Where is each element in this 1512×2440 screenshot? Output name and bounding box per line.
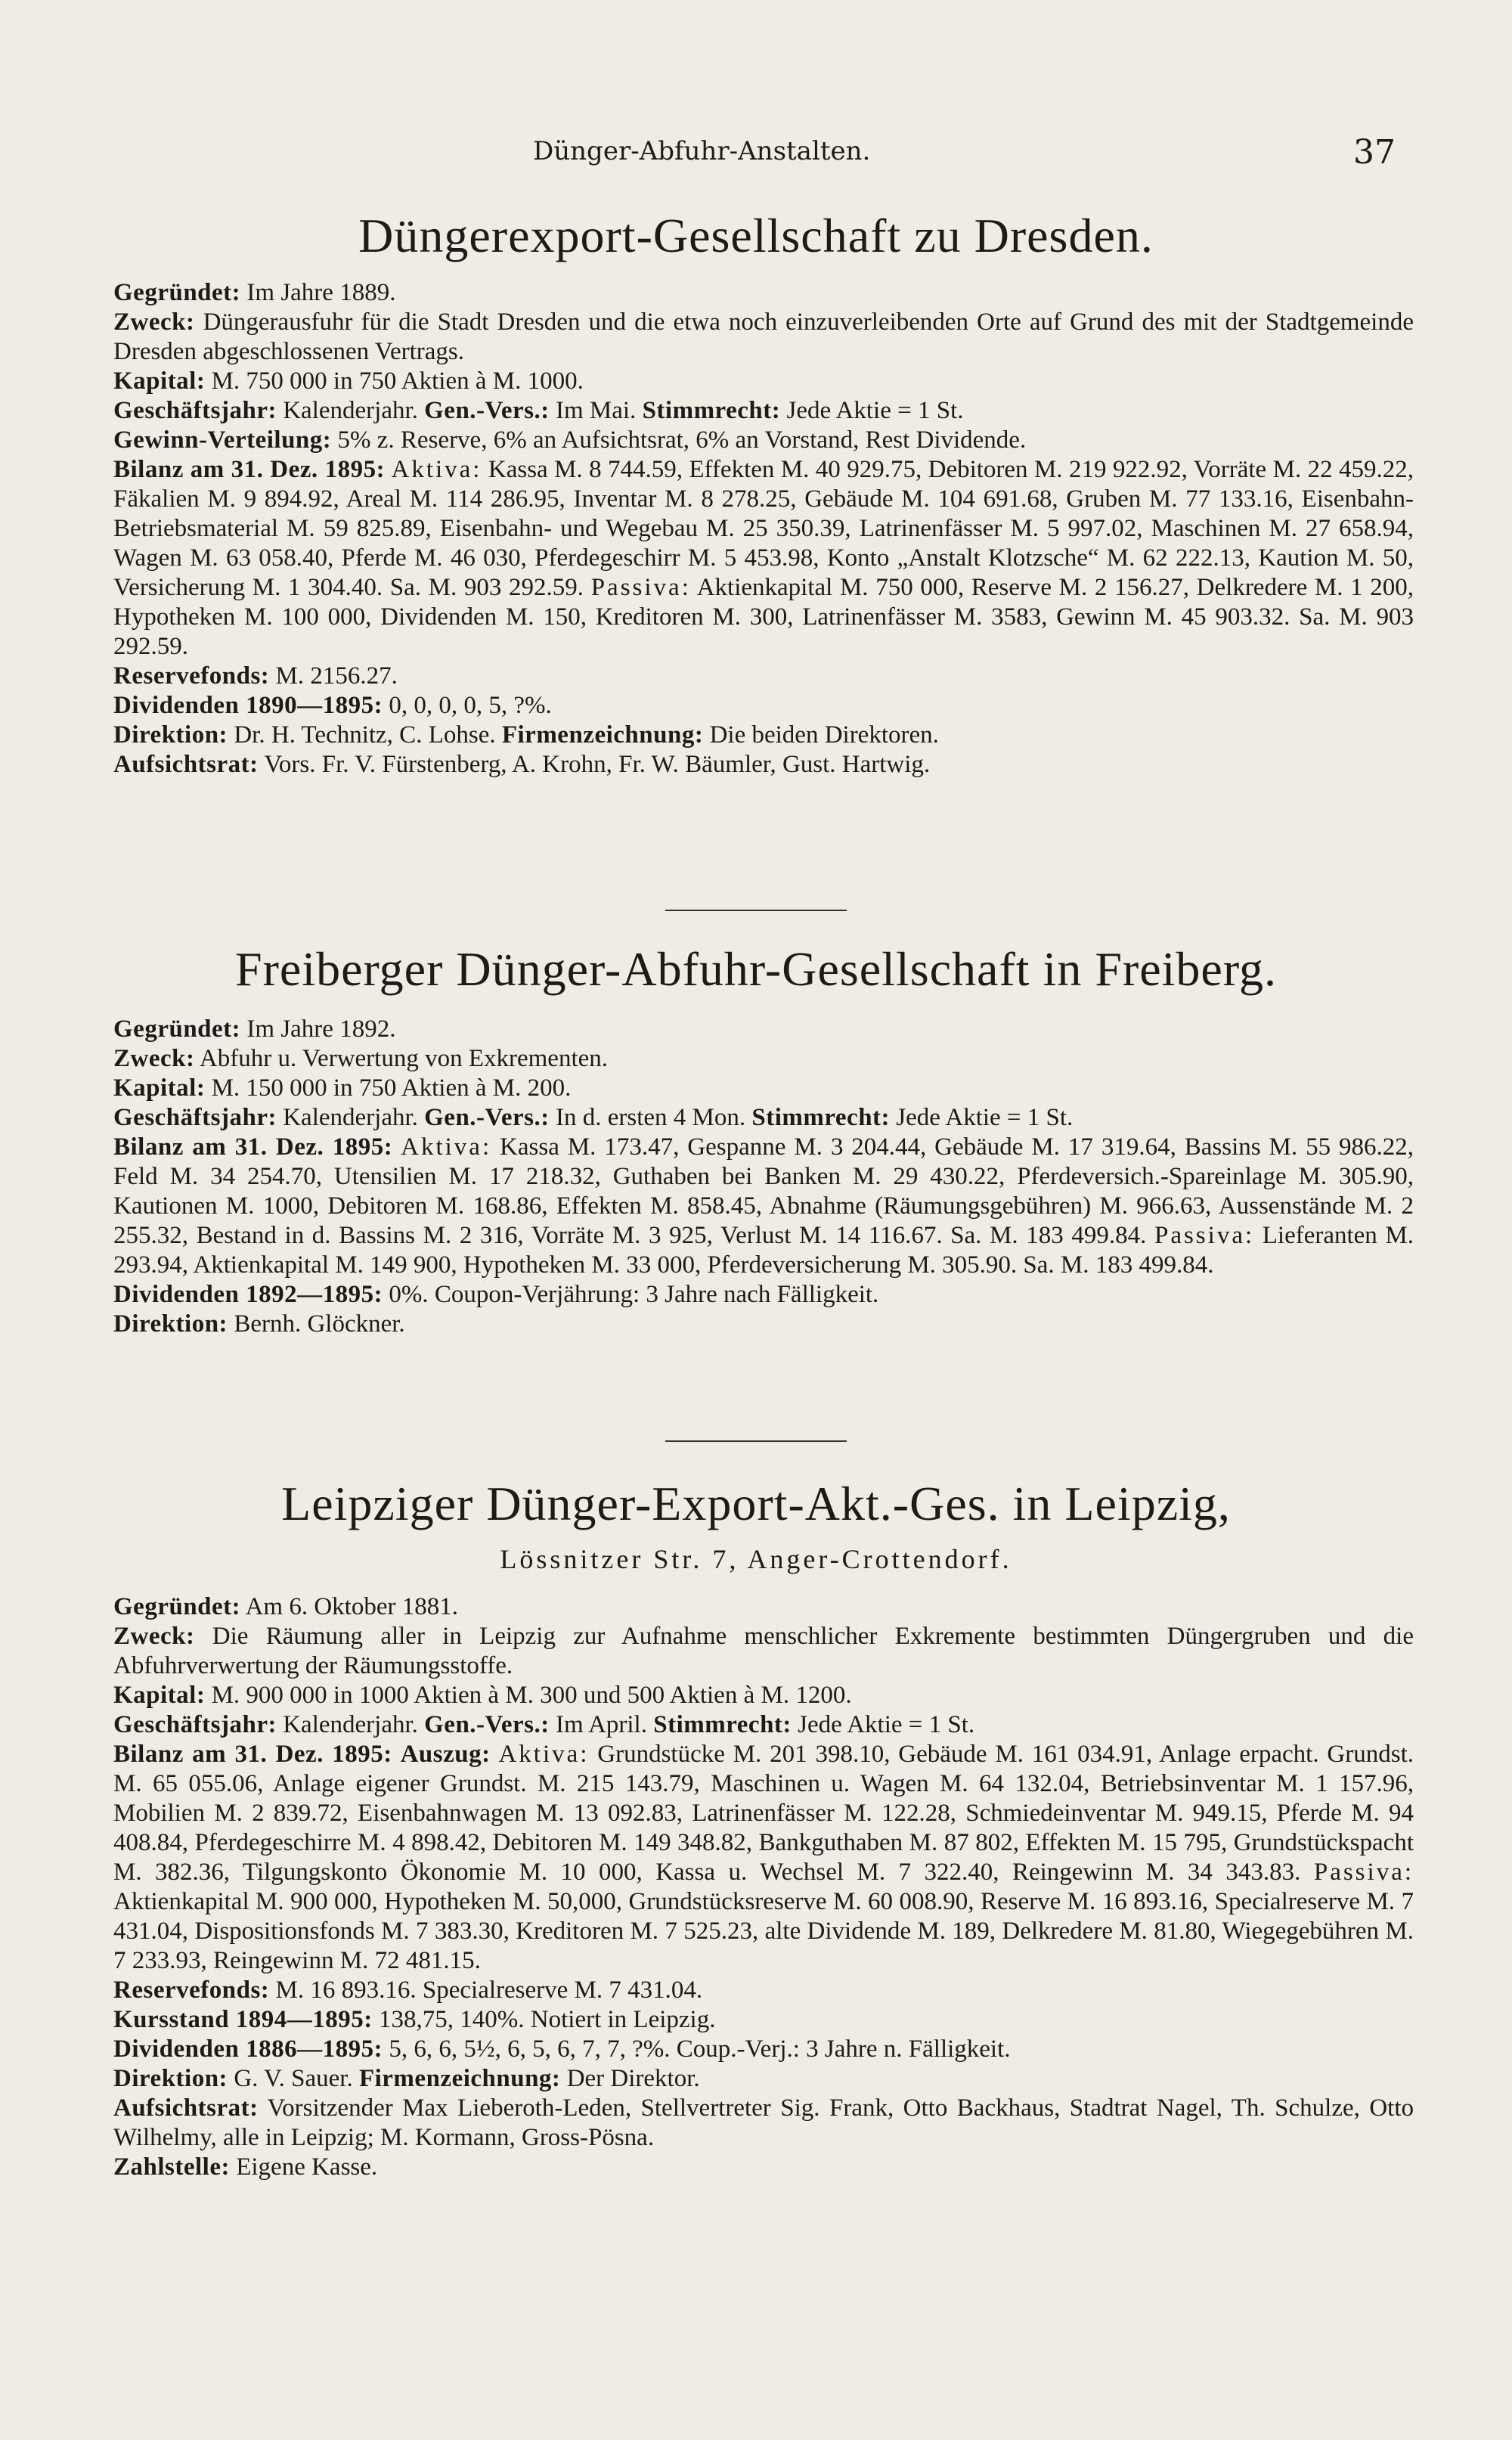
entry-fiscal-year <box>113 396 1414 426</box>
value-reserve-fund: M. 2156.27. <box>275 662 398 690</box>
label-liabilities: Passiva: <box>1154 1222 1255 1249</box>
page-header <box>0 133 1512 186</box>
entry-dividends <box>113 691 1414 721</box>
value-fiscal-year: Kalenderjahr. <box>283 1711 418 1738</box>
entry-capital <box>113 1681 1414 1710</box>
label-dividends: Dividenden 1890—1895: <box>113 692 383 719</box>
value-purpose: Abfuhr u. Verwertung von Exkrementen. <box>199 1045 609 1072</box>
entry-founded <box>113 278 1414 308</box>
entry-purpose <box>113 1044 1414 1074</box>
label-general-meeting: Gen.-Vers.: <box>424 397 550 424</box>
entry-purpose <box>113 1622 1414 1681</box>
running-title: Dünger-Abfuhr-Anstalten. <box>533 136 871 166</box>
label-excerpt: Auszug: <box>400 1741 491 1768</box>
value-voting-right: Jede Aktie = 1 St. <box>896 1104 1074 1131</box>
value-assets: Kassa M. 8 744.59, Effekten M. 40 929.75, Debitoren M. 219 922.92, Vorräte M. 22 459.22, Fäkalien M. 9 894.92, Areal M. 114 286.95, Inventar M. 8 278.25, Gebäude M. 104 691.68, Gruben M. 77 133.16, Eisenbahn-Betriebsmaterial M. 59 825.89, Eisenbahn- und Wegebau M. 25 350.39, Latrinenfässer M. 5 997.02, Maschinen M. 27 658.94, Wagen M. 63 058.40, Pferde M. 46 030, Pferdegeschirr M. 5 453.98, Konto „Anstalt Klotzsche“ M. 62 222.13, Kaution M. 50, Versicherung M. 1 304.40. Sa. M. 903 292.59. <box>113 456 1414 601</box>
label-fiscal-year: Geschäftsjahr: <box>113 1711 277 1738</box>
label-purpose: Zweck: <box>113 1045 195 1072</box>
label-management: Direktion: <box>113 1310 228 1338</box>
label-voting-right: Stimmrecht: <box>751 1104 891 1131</box>
value-profit-distribution: 5% z. Reserve, 6% an Aufsichtsrat, 6% an Vorstand, Rest Dividende. <box>337 426 1027 454</box>
label-assets: Aktiva: <box>498 1741 590 1768</box>
label-voting-right: Stimmrecht: <box>653 1711 792 1738</box>
value-share-price: 138,75, 140%. Notiert in Leipzig. <box>379 2006 716 2033</box>
label-share-price: Kursstand 1894—1895: <box>113 2006 373 2033</box>
label-balance: Bilanz am 31. Dez. 1895: <box>113 1133 393 1161</box>
value-purpose: Die Räumung aller in Leipzig zur Aufnahme menschlicher Exkremente bestimmten Düngergruben und die Abfuhrverwertung der Räumungsstoffe. <box>113 1623 1414 1679</box>
section-body-dresden <box>113 278 1414 780</box>
value-general-meeting: In d. ersten 4 Mon. <box>555 1104 746 1131</box>
value-paying-agent: Eigene Kasse. <box>236 2153 378 2181</box>
value-fiscal-year: Kalenderjahr. <box>283 397 418 424</box>
label-management: Direktion: <box>113 721 228 749</box>
label-liabilities: Passiva: <box>590 574 691 601</box>
value-voting-right: Jede Aktie = 1 St. <box>786 397 964 424</box>
label-general-meeting: Gen.-Vers.: <box>424 1711 550 1738</box>
entry-dividends <box>113 2035 1414 2064</box>
value-fiscal-year: Kalenderjahr. <box>283 1104 418 1131</box>
value-supervisory-board: Vorsitzender Max Lieberoth-Leden, Stellvertreter Sig. Frank, Otto Backhaus, Stadtrat Nagel, Th. Schulze, Otto Wilhelmy, alle in Leipzig; M. Kormann, Gross-Pösna. <box>113 2094 1414 2151</box>
entry-management <box>113 721 1414 750</box>
entry-balance <box>113 455 1414 662</box>
value-supervisory-board: Vors. Fr. V. Fürstenberg, A. Krohn, Fr. W. Bäumler, Gust. Hartwig. <box>264 751 931 778</box>
value-voting-right: Jede Aktie = 1 St. <box>798 1711 975 1738</box>
section-divider <box>665 910 847 911</box>
label-assets: Aktiva: <box>401 1133 492 1161</box>
value-management: Bernh. Glöckner. <box>234 1310 405 1338</box>
value-assets: Kassa M. 173.47, Gespanne M. 3 204.44, Gebäude M. 17 319.64, Bassins M. 55 986.22, Feld M. 34 254.70, Utensilien M. 17 218.32, Guthaben bei Banken M. 29 430.22, Pferdeversich.-Spareinlage M. 305.90, Kautionen M. 1000, Debitoren M. 168.86, Effekten M. 858.45, Abnahme (Räumungsgebühren) M. 966.63, Aussenstände M. 2 255.32, Bestand in d. Bassins M. 2 316, Vorräte M. 3 925, Verlust M. 14 116.67. Sa. M. 183 499.84. <box>113 1133 1414 1249</box>
section-title-freiberg: Freiberger Dünger-Abfuhr-Gesellschaft in Freiberg. <box>235 942 1277 996</box>
entry-paying-agent <box>113 2153 1414 2182</box>
label-liabilities: Passiva: <box>1313 1859 1414 1886</box>
section-divider <box>665 1440 847 1442</box>
value-dividends: 5, 6, 6, 5½, 6, 5, 6, 7, 7, ?%. Coup.-Verj.: 3 Jahre n. Fälligkeit. <box>389 2035 1011 2063</box>
entry-reserve-fund <box>113 662 1414 691</box>
label-founded: Gegründet: <box>113 1593 241 1620</box>
entry-management <box>113 2064 1414 2094</box>
value-management: Dr. H. Technitz, C. Lohse. <box>234 721 496 749</box>
entry-founded <box>113 1015 1414 1044</box>
label-balance: Bilanz am 31. Dez. 1895: <box>113 456 386 483</box>
value-signature: Die beiden Direktoren. <box>709 721 939 749</box>
value-capital: M. 150 000 in 750 Aktien à M. 200. <box>211 1074 572 1102</box>
value-management: G. V. Sauer. <box>234 2065 353 2092</box>
label-capital: Kapital: <box>113 1074 206 1102</box>
label-signature: Firmenzeichnung: <box>501 721 704 749</box>
label-paying-agent: Zahlstelle: <box>113 2153 230 2181</box>
entry-supervisory-board <box>113 2094 1414 2153</box>
entry-share-price <box>113 2005 1414 2035</box>
value-capital: M. 750 000 in 750 Aktien à M. 1000. <box>211 367 584 395</box>
label-voting-right: Stimmrecht: <box>642 397 781 424</box>
label-founded: Gegründet: <box>113 1015 241 1043</box>
label-fiscal-year: Geschäftsjahr: <box>113 1104 277 1131</box>
value-liabilities: Aktienkapital M. 750 000, Reserve M. 2 156.27, Delkredere M. 1 200, Hypotheken M. 100 000, Dividenden M. 150, Kreditoren M. 300, Latrinenfässer M. 3583, Gewinn M. 45 903.32. Sa. M. 903 292.59. <box>113 574 1414 660</box>
entry-balance <box>113 1133 1414 1280</box>
label-general-meeting: Gen.-Vers.: <box>424 1104 550 1131</box>
label-profit-distribution: Gewinn-Verteilung: <box>113 426 332 454</box>
entry-founded <box>113 1592 1414 1622</box>
entry-supervisory-board <box>113 750 1414 780</box>
label-dividends: Dividenden 1886—1895: <box>113 2035 383 2063</box>
label-fiscal-year: Geschäftsjahr: <box>113 397 277 424</box>
entry-management <box>113 1310 1414 1339</box>
entry-balance <box>113 1740 1414 1976</box>
value-purpose: Düngerausfuhr für die Stadt Dresden und die etwa noch einzuverleibenden Orte auf Grund des mit der Stadtgemeinde Dresden abgeschlossenen Vertrags. <box>113 308 1414 365</box>
entry-fiscal-year <box>113 1710 1414 1740</box>
entry-dividends <box>113 1280 1414 1310</box>
label-founded: Gegründet: <box>113 279 241 306</box>
section-body-freiberg <box>113 1015 1414 1339</box>
label-capital: Kapital: <box>113 1682 206 1709</box>
entry-capital <box>113 367 1414 396</box>
entry-reserve-fund <box>113 1976 1414 2005</box>
entry-purpose <box>113 308 1414 367</box>
label-assets: Aktiva: <box>391 456 482 483</box>
value-liabilities: Lieferanten M. 293.94, Aktienkapital M. 149 900, Hypotheken M. 33 000, Pferdeversicherung M. 305.90. Sa. M. 183 499.84. <box>113 1222 1414 1279</box>
section-body-leipzig <box>113 1592 1414 2182</box>
value-dividends: 0%. Coupon-Verjährung: 3 Jahre nach Fälligkeit. <box>389 1281 879 1308</box>
label-reserve-fund: Reservefonds: <box>113 1976 270 2004</box>
value-general-meeting: Im Mai. <box>555 397 637 424</box>
label-balance: Bilanz am 31. Dez. 1895: <box>113 1741 392 1768</box>
value-reserve-fund: M. 16 893.16. Specialreserve M. 7 431.04. <box>275 1976 703 2004</box>
section-title-leipzig: Leipziger Dünger-Export-Akt.-Ges. in Leipzig, <box>281 1477 1231 1530</box>
value-founded: Im Jahre 1892. <box>246 1015 396 1043</box>
value-capital: M. 900 000 in 1000 Aktien à M. 300 und 500 Aktien à M. 1200. <box>211 1682 852 1709</box>
value-founded: Im Jahre 1889. <box>246 279 396 306</box>
label-purpose: Zweck: <box>113 308 195 336</box>
label-purpose: Zweck: <box>113 1623 195 1650</box>
entry-fiscal-year <box>113 1103 1414 1133</box>
value-founded: Am 6. Oktober 1881. <box>245 1593 458 1620</box>
value-liabilities: Aktienkapital M. 900 000, Hypotheken M. 50,000, Grundstücksreserve M. 60 008.90, Reserve M. 16 893.16, Specialreserve M. 7 431.04, Dispositionsfonds M. 7 383.30, Kreditoren M. 7 525.23, alte Dividende M. 189, Delkredere M. 81.80, Wiegegebühren M. 7 233.93, Reingewinn M. 72 481.15. <box>113 1888 1414 1974</box>
value-general-meeting: Im April. <box>555 1711 647 1738</box>
label-supervisory-board: Aufsichtsrat: <box>113 2094 259 2122</box>
value-assets: Grundstücke M. 201 398.10, Gebäude M. 161 034.91, Anlage erpacht. Grundst. M. 65 055.06, Anlage eigener Grundst. M. 215 143.79, Maschinen u. Wagen M. 64 132.04, Betriebsinventar M. 1 157.96, Mobilien M. 2 839.72, Eisenbahnwagen M. 13 092.83, Latrinenfässer M. 122.28, Schmiedeinventar M. 949.15, Pferde M. 94 408.84, Pferdegeschirre M. 4 898.42, Debitoren M. 149 348.82, Bankguthaben M. 87 802, Effekten M. 15 795, Grundstückspacht M. 382.36, Tilgungskonto Ökonomie M. 10 000, Kassa u. Wechsel M. 7 322.40, Reingewinn M. 34 343.83. <box>113 1741 1414 1886</box>
value-signature: Der Direktor. <box>566 2065 700 2092</box>
page-number: 37 <box>1353 133 1396 172</box>
label-management: Direktion: <box>113 2065 228 2092</box>
entry-profit-distribution <box>113 426 1414 455</box>
section-title-dresden: Düngerexport-Gesellschaft zu Dresden. <box>358 209 1154 262</box>
value-dividends: 0, 0, 0, 0, 5, ?%. <box>389 692 552 719</box>
label-dividends: Dividenden 1892—1895: <box>113 1281 383 1308</box>
label-capital: Kapital: <box>113 367 206 395</box>
label-reserve-fund: Reservefonds: <box>113 662 270 690</box>
section-address-leipzig: Lössnitzer Str. 7, Anger-Crottendorf. <box>500 1544 1012 1574</box>
label-supervisory-board: Aufsichtsrat: <box>113 751 259 778</box>
entry-capital <box>113 1074 1414 1103</box>
label-signature: Firmenzeichnung: <box>358 2065 561 2092</box>
